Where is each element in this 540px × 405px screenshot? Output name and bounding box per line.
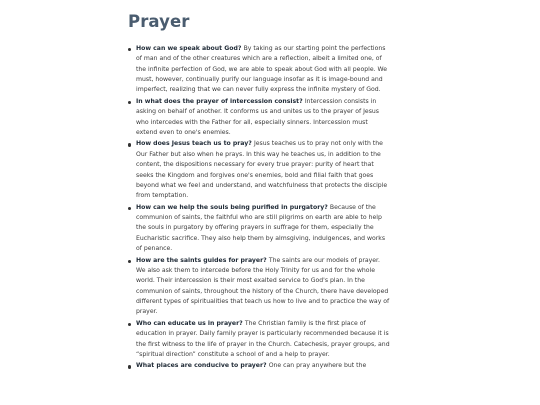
- answer-text: One can pray anywhere but the: [268, 362, 367, 370]
- question-text: How does Jesus teach us to pray?: [136, 140, 254, 148]
- qa-list: [126, 44, 390, 373]
- question-text: How can we help the souls being purified in purgatory?: [136, 203, 330, 211]
- answer-text: Intercession consists in asking on behalf of another. It conforms us and unites us to the prayer of Jesus who intercedes with the Father for all, especially sinners. Intercession must extend even to one's enemies.: [136, 97, 379, 136]
- answer-text: By taking as our starting point the perfections of man and of the other creatures which are a reflection, albeit a limited one, of the infinite perfection of God, we are able to speak about God with all people. We must, however, continually purify our language insofar as it is image-bound and imperfect, realizing that we can never fully express the infinite mystery of God.: [136, 45, 387, 94]
- question-text: In what does the prayer of intercession consist?: [136, 97, 305, 105]
- bullet-icon: [128, 101, 131, 104]
- question-text: How can we speak about God?: [136, 45, 244, 52]
- bullet-icon: [128, 323, 131, 326]
- bullet-icon: [128, 48, 131, 51]
- list-item: [126, 44, 390, 96]
- list-item: [126, 256, 390, 318]
- question-text: Who can educate us in prayer?: [136, 319, 245, 327]
- list-item: [126, 139, 390, 201]
- answer-text: The Christian family is the first place of education in prayer. Daily family prayer is particularly recommended because it is the first witness to the life of prayer in the Church. Catechesis, prayer groups, and “spiritual direction” constitute a school of and a help to prayer.: [136, 319, 390, 358]
- answer-text: The saints are our models of prayer. We also ask them to intercede before the Holy Trinity for us and for the whole world. Their intercession is their most exalted service to God's plan. In the communion of saints, throughout the history of the Church, there have developed different types of spiritualities that teach us how to live and to practice the way of prayer.: [136, 256, 390, 316]
- list-item: [126, 97, 390, 138]
- bullet-icon: [128, 260, 131, 263]
- answer-text: Because of the communion of saints, the faithful who are still pilgrims on earth are able to help the souls in purgatory by offering prayers in suffrage for them, especially the Eucharistic sacrifice. They also help them by almsgiving, indulgences, and works of penance.: [136, 203, 386, 253]
- question-text: What places are conducive to prayer?: [136, 362, 269, 370]
- page-title: Prayer: [128, 12, 190, 31]
- bullet-icon: [128, 207, 131, 210]
- question-text: How are the saints guides for prayer?: [136, 256, 269, 264]
- list-item: [126, 203, 390, 255]
- bullet-icon: [128, 365, 131, 368]
- bullet-icon: [128, 143, 131, 146]
- list-item: [126, 319, 390, 360]
- list-item: [126, 361, 390, 371]
- answer-text: Jesus teaches us to pray not only with the Our Father but also when he prays. In this way he teaches us, in addition to the content, the dispositions necessary for every true prayer: purity of heart that seeks the Kingdom and forgives one's enemies, bold and filial faith that goes beyond what we feel and understand, and watchfulness that protects the disciple from temptation.: [136, 140, 388, 200]
